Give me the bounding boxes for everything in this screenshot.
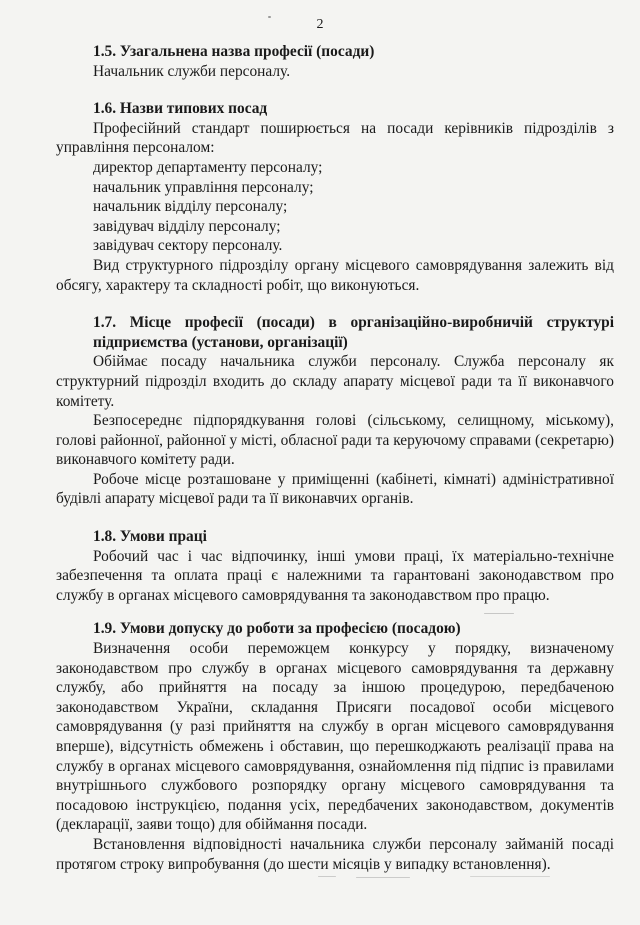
- section-1-6: [56, 99, 614, 295]
- list-item: завідувач відділу персоналу;: [93, 217, 281, 235]
- paragraph: Вид структурного підрозділу органу місцевого самоврядування залежить від обсягу, характеру та складності робіт, що виконуються.: [56, 256, 614, 294]
- scan-artifact: [470, 876, 550, 877]
- paragraph: Безпосереднє підпорядкування голові (сільському, селищному, міському), голові районної, районної у місті, обласної ради та керуючому справами (секретарю) виконавчого комітету ради.: [56, 412, 614, 469]
- scan-artifact: [268, 16, 271, 18]
- section-1-5: [56, 42, 614, 81]
- list-item: начальник управління персоналу;: [93, 178, 314, 196]
- page-number: 2: [316, 17, 324, 32]
- document-body: [56, 42, 614, 892]
- scan-artifact: [356, 877, 410, 878]
- paragraph: Робоче місце розташоване у приміщенні (кабінеті, кімнаті) адміністративної будівлі апарату місцевої ради та її виконавчих органів.: [56, 470, 614, 508]
- section-heading: 1.6. Назви типових посад: [93, 100, 268, 118]
- section-heading: 1.5. Узагальнена назва професії (посади): [93, 43, 375, 60]
- list-item: завідувач сектору персоналу.: [93, 237, 283, 255]
- section-heading: 1.9. Умови допуску до роботи за професією (посадою): [93, 620, 461, 638]
- paragraph: Визначення особи переможцем конкурсу у порядку, визначеному законодавством про службу в органах місцевого самоврядування та державну службу, або прийняття на посаду за іншою процедурою, передбаченою законодавством України, складання Присяги посадової особи місцевого самоврядування (у разі прийняття на службу в орган місцевого самоврядування вперше), відсутність обмежень і обставин, що перешкоджають реалізації права на службу в органах місцевого самоврядування, ознайомлення під підпис із правилами внутрішнього службового розпорядку органу місцевого самоврядування та посадовою інструкцією, подання усіх, передбачених законодавством, документів (декларації, заяви тощо) для обіймання посади.: [56, 640, 614, 834]
- paragraph: Робочий час і час відпочинку, інші умови праці, їх матеріально-технічне забезпечення та оплата праці є належними та гарантовані законодавством про службу в органах місцевого самоврядування та законодавством про працю.: [56, 547, 614, 604]
- scan-artifact: [318, 876, 336, 877]
- list-item: директор департаменту персоналу;: [93, 158, 323, 176]
- paragraph: Професійний стандарт поширюється на посади керівників підрозділів з управління персоналом:: [56, 119, 614, 157]
- section-1-9: [56, 619, 614, 874]
- section-1-7: [56, 313, 614, 509]
- scan-artifact: [484, 613, 514, 614]
- section-heading: 1.7. Місце професії (посади) в організаційно-виробничій структурі підприємства (установи, організації): [93, 314, 614, 351]
- section-heading: 1.8. Умови праці: [93, 528, 207, 546]
- list-item: начальник відділу персоналу;: [93, 198, 288, 216]
- section-text: Начальник служби персоналу.: [93, 62, 291, 80]
- paragraph: Встановлення відповідності начальника служби персоналу займаній посаді протягом строку випробування (до шести місяців у випадку встановлення).: [56, 835, 614, 873]
- paragraph: Обіймає посаду начальника служби персоналу. Служба персоналу як структурний підрозділ входить до складу апарату місцевої ради та її виконавчого комітету.: [56, 353, 614, 410]
- section-1-8: [56, 527, 614, 605]
